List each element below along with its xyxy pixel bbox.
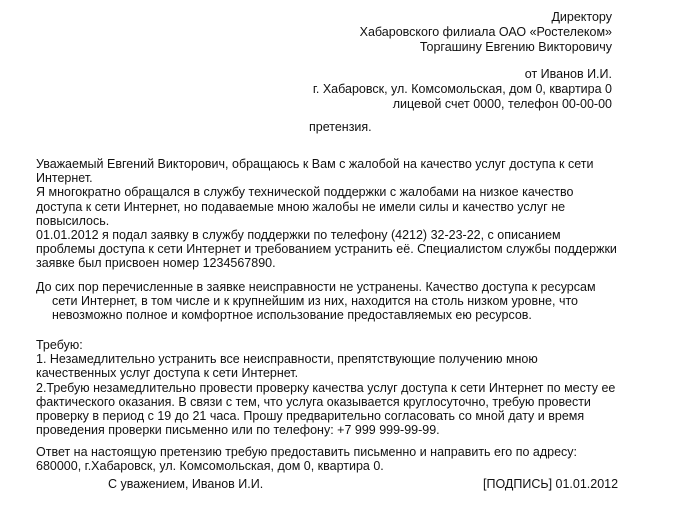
text-line: Я многократно обращался в службу технической поддержки с жалобами на низкое качество bbox=[36, 185, 574, 200]
text-line: 2.Требую незамедлительно провести проверку качества услуг доступа к сети Интернет по месту ее bbox=[36, 380, 616, 395]
addressee-organization: Хабаровского филиала ОАО «Ростелеком» bbox=[359, 25, 612, 39]
addressee-name: Торгашину Евгению Викторовичу bbox=[419, 40, 612, 54]
paragraph-complaint bbox=[36, 157, 626, 271]
text-line: Уважаемый Евгений Викторович, обращаюсь к Вам с жалобой на качество услуг доступа к сети bbox=[36, 157, 594, 171]
text-line: Требую: bbox=[36, 338, 83, 352]
text-line: повысилось. bbox=[36, 213, 110, 228]
text-line: До сих пор перечисленные в заявке неисправности не устранены. Качество доступа к ресурсам bbox=[36, 280, 596, 294]
text-line: качественных услуг доступа к сети Интернет. bbox=[36, 366, 299, 381]
text-line: проблемы доступа к сети Интернет и требованием устранить её. Специалистом службы поддержки bbox=[36, 242, 617, 257]
paragraph-status bbox=[36, 280, 626, 323]
text-line: Ответ на настоящую претензию требую предоставить письменно и направить его по адресу: bbox=[36, 445, 578, 459]
text-line: 1. Незамедлительно устранить все неисправности, препятствующие получению мною bbox=[36, 352, 538, 367]
text-line: 01.01.2012 я подал заявку в службу поддержки по телефону (4212) 32-23-22, с описанием bbox=[36, 228, 561, 243]
text-line: доступа к сети Интернет, но подаваемые мною жалобы не имели силы и качество услуг не bbox=[36, 199, 566, 214]
text-line: Интернет. bbox=[36, 171, 93, 186]
addressee-position: Директору bbox=[551, 10, 612, 24]
signature-date: [ПОДПИСЬ] 01.01.2012 bbox=[483, 477, 619, 491]
paragraph-response-request bbox=[36, 445, 626, 473]
text-line: 680000, г.Хабаровск, ул. Комсомольская, дом 0, квартира 0. bbox=[36, 459, 384, 474]
text-line: проведения проверки письменно или по телефону: +7 999 999-99-99. bbox=[36, 423, 440, 438]
text-line: проверку в период с 19 до 21 часа. Прошу предварительно согласовать со мной дату и время bbox=[36, 409, 585, 424]
document-title: претензия. bbox=[309, 120, 372, 134]
text-line: фактического оказания. В связи с тем, что услуга оказывается круглосуточно, требую провести bbox=[36, 394, 591, 409]
sender-account: лицевой счет 0000, телефон 00-00-00 bbox=[392, 97, 612, 111]
paragraph-demands bbox=[36, 338, 626, 437]
text-line: невозможно полное и комфортное использование предоставляемых ею ресурсов. bbox=[52, 308, 532, 323]
sender-name: от Иванов И.И. bbox=[524, 67, 612, 81]
text-line: сети Интернет, в том числе и к крупнейшим из них, находится на столь низком уровне, что bbox=[52, 294, 578, 309]
text-line: заявке был присвоен номер 1234567890. bbox=[36, 256, 276, 271]
sender-address: г. Хабаровск, ул. Комсомольская, дом 0, квартира 0 bbox=[312, 82, 612, 96]
closing-regards: С уважением, Иванов И.И. bbox=[108, 477, 264, 491]
